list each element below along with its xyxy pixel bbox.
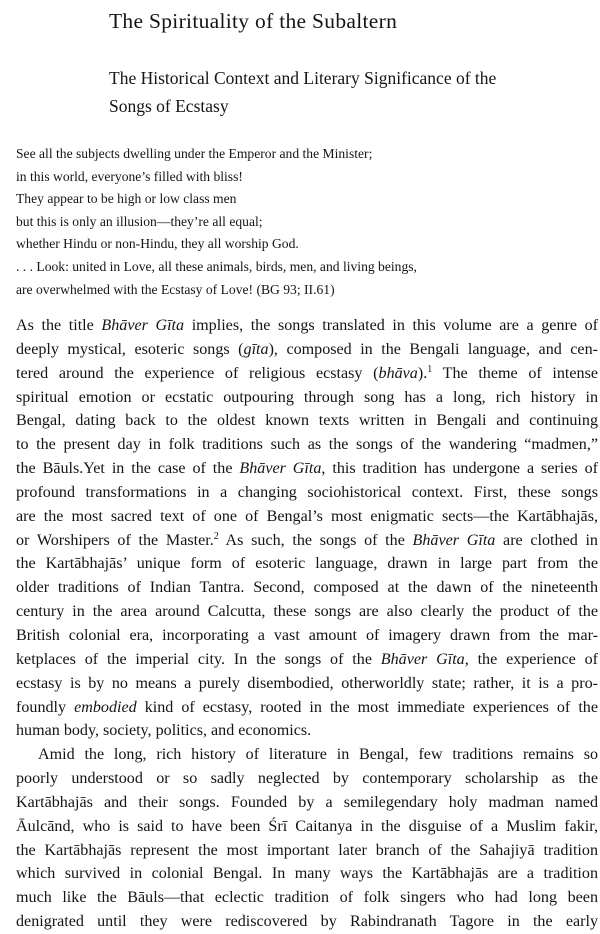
italic-term: Bhāver Gīta — [412, 531, 496, 549]
paragraph-2 — [16, 743, 598, 934]
text-run: deeply mystical, esoteric songs ( — [16, 340, 244, 358]
text-run: century in the area around Calcutta, these songs are also clearly the product of the — [16, 603, 598, 621]
epigraph-line: are overwhelmed with the Ecstasy of Love! (BG 93; II.61) — [16, 281, 335, 297]
text-run: or Worshipers of the Master. — [16, 531, 214, 549]
text-run: Āulcānd, who is said to have been Śrī Caitanya in the disguise of a Muslim fakir, — [16, 817, 598, 835]
text-run: human body, society, politics, and economics. — [16, 722, 312, 740]
epigraph-line: See all the subjects dwelling under the Emperor and the Minister; — [16, 146, 373, 161]
text-run: which survived in colonial Bengal. In many ways the Kartābhajās are a tradition — [16, 865, 598, 883]
subtitle-line: Songs of Ecstasy — [109, 96, 229, 116]
text-line — [16, 457, 598, 481]
italic-term: Bhāver Gīta — [239, 460, 322, 478]
text-run: much like the Bāuls—that eclectic tradition of folk singers who had long been — [16, 889, 598, 907]
epigraph — [16, 143, 417, 301]
italic-term: Bhāver Gīta — [380, 650, 465, 668]
text-line — [16, 672, 598, 696]
italic-term: bhāva — [378, 364, 418, 382]
text-line — [16, 886, 598, 910]
epigraph-line: They appear to be high or low class men — [16, 191, 237, 207]
footnote-marker: 1 — [427, 363, 433, 375]
text-line — [16, 696, 598, 720]
text-line — [16, 815, 598, 839]
italic-term: Bhāver Gīta — [101, 317, 185, 334]
text-line — [16, 505, 598, 529]
text-line — [16, 648, 598, 672]
text-run: to the present day in folk traditions such as the songs of the wandering “madmen,” — [16, 436, 598, 454]
italic-term: embodied — [74, 698, 137, 716]
body-text — [16, 314, 598, 934]
text-line — [16, 433, 598, 457]
text-run: ecstasy is by no means a purely disembodied, otherworldly state; rather, it is a pro- — [16, 674, 598, 692]
text-line — [16, 743, 598, 767]
epigraph-line: whether Hindu or non-Hindu, they all worship God. — [16, 236, 299, 252]
subtitle-line: The Historical Context and Literary Significance of the — [109, 68, 497, 88]
text-line — [16, 624, 598, 648]
text-line — [16, 767, 598, 791]
text-run: , this tradition has undergone a series of — [321, 460, 598, 478]
text-run: denigrated until they were rediscovered by Rabindranath Tagore in the early — [16, 913, 598, 931]
text-run: As such, the songs of the — [218, 531, 413, 549]
footnote-marker: 2 — [213, 530, 219, 542]
text-run: , the experience of — [464, 650, 598, 668]
text-line — [16, 409, 598, 433]
text-line — [16, 362, 598, 386]
text-run: ketplaces of the imperial city. In the songs of the — [16, 650, 381, 668]
text-line — [16, 719, 598, 743]
text-run: spiritual emotion or ecstatic outpouring through song has a long, rich history in — [16, 388, 598, 406]
text-run: are the most sacred text of one of Bengal’s most enigmatic sects—the Kartābhajās, — [16, 507, 598, 525]
text-line — [16, 862, 598, 886]
text-line — [16, 552, 598, 576]
text-run: foundly — [16, 698, 75, 716]
text-run: Bengal, dating back to the oldest known texts written in Bengali and continuing — [16, 412, 598, 430]
text-line — [16, 386, 598, 410]
italic-term: gīta — [243, 340, 269, 358]
text-line — [16, 338, 598, 362]
text-run: are clothed in — [495, 531, 598, 549]
text-run: kind of ecstasy, rooted in the most immediate experiences of the — [136, 698, 598, 716]
text-run: older traditions of Indian Tantra. Second, composed at the dawn of the nineteenth — [16, 579, 598, 597]
epigraph-line: but this is only an illusion—they’re all equal; — [16, 213, 263, 229]
paragraph-1 — [16, 314, 598, 743]
text-line — [16, 910, 598, 934]
text-run: ), composed in the Bengali language, and cen- — [268, 340, 598, 358]
text-run: the Bāuls.Yet in the case of the — [16, 460, 240, 478]
text-run: profound transformations in a changing sociohistorical context. First, these songs — [16, 483, 598, 501]
chapter-title: The Spirituality of the Subaltern — [109, 9, 398, 33]
epigraph-line: in this world, everyone’s filled with bliss! — [16, 168, 243, 184]
text-line — [16, 576, 598, 600]
text-line — [16, 314, 598, 338]
text-line — [16, 791, 598, 815]
epigraph-line: . . . Look: united in Love, all these animals, birds, men, and living beings, — [16, 258, 417, 274]
text-run: tered around the experience of religious ecstasy ( — [16, 364, 379, 382]
text-run: poorly understood or so sadly neglected by contemporary scholarship as the — [16, 770, 598, 788]
text-run: The theme of intense — [432, 364, 598, 382]
text-line — [16, 600, 598, 624]
text-line — [16, 839, 598, 863]
text-run: British colonial era, incorporating a vast amount of imagery drawn from the mar- — [16, 626, 598, 644]
text-line — [16, 529, 598, 553]
text-run: Amid the long, rich history of literature in Bengal, few traditions remains so — [38, 746, 598, 764]
text-run: Kartābhajās and their songs. Founded by a semilegendary holy madman named — [16, 793, 598, 811]
text-run: the Kartābhajās represent the most important later branch of the Sahajiyā tradition — [16, 841, 598, 859]
text-run: ). — [417, 364, 428, 382]
text-run: the Kartābhajās’ unique form of esoteric language, drawn in large part from the — [16, 555, 598, 573]
text-run: implies, the songs translated in this volume are a genre of — [184, 317, 598, 334]
chapter-subtitle — [109, 64, 496, 120]
text-line — [16, 481, 598, 505]
text-run: As the title — [16, 317, 102, 334]
